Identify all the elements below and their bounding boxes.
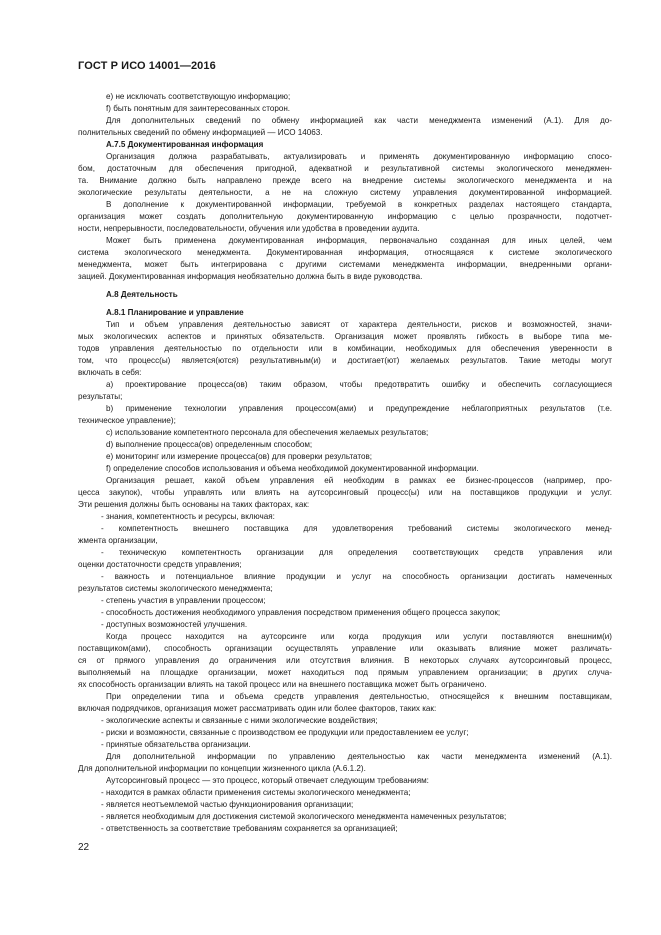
- text-line: та. Внимание должно быть направлено прежде всего на внедрение системы экологического менеджмента и на: [78, 176, 612, 185]
- text-line: поставщиком(ами), способность организации осуществлять управление или оказывать влияние может различать-: [78, 644, 612, 653]
- section-heading: А.8.1 Планирование и управление: [106, 308, 244, 317]
- text-line: f) быть понятным для заинтересованных сторон.: [106, 104, 291, 113]
- text-line: Тип и объем управления деятельностью зависят от характера деятельности, рисков и возможностей, значи-: [106, 320, 612, 329]
- text-line: В дополнение к документированной информации, требуемой в конкретных разделах настоящего стандарта,: [106, 200, 612, 209]
- text-line: экологические результаты деятельности, а не на сложную систему управления документированной информацией.: [78, 188, 612, 197]
- text-line: ся от прямого управления до ограничения или отсутствия влияния. В некоторых случаях аутсорсинговый процесс,: [78, 656, 612, 665]
- text-line: ях способность организации влиять на такой процесс или на внешнего поставщика может быть ограничено.: [78, 680, 487, 689]
- text-line: Для дополнительной информации по концепции жизненного цикла (А.6.1.2).: [78, 764, 366, 773]
- text-line: жмента организации,: [78, 536, 158, 545]
- text-line: Организация решает, какой объем управления ей необходим в рамках ее бизнес-процессов (например, про-: [106, 476, 612, 485]
- text-line: Организация должна разрабатывать, актуализировать и применять документированную информацию спосо-: [106, 152, 612, 161]
- text-line: - является неотъемлемой частью функционирования организации;: [101, 800, 354, 809]
- text-line: Для дополнительной информации по управлению деятельностью как части менеджмента изменений (А.1).: [106, 752, 612, 761]
- document-body: [78, 91, 612, 835]
- text-line: с) использование компетентного персонала для обеспечения желаемых результатов;: [106, 428, 429, 437]
- section-heading: А.8 Деятельность: [106, 290, 178, 299]
- text-line: том, что процесс(ы) является(ются) результативным(и) и достигает(ют) желаемых результатов. Такие методы могут: [78, 356, 612, 365]
- text-line: цесса закупок), чтобы управлять или влиять на аутсорсинговый процесс(ы) или на поставщиков продукции и услуг.: [78, 488, 612, 497]
- text-line: организация может создать дополнительную документированную информацию с целью прозрачности, подотчет-: [78, 212, 612, 221]
- text-line: полнительных сведений по обмену информацией — ИСО 14063.: [78, 128, 323, 137]
- text-line: - риски и возможности, связанные с производством ее продукции или предоставлением ее услуг;: [101, 728, 469, 737]
- page-number: 22: [78, 842, 90, 853]
- text-line: зацией. Документированная информация необязательно должна быть в виде руководства.: [78, 272, 423, 281]
- text-line: Эти решения должны быть основаны на таких факторах, как:: [78, 500, 310, 509]
- text-line: Для дополнительных сведений по обмену информацией как части менеджмента изменений (А.1). Для до-: [106, 116, 612, 125]
- text-line: ности, непрерывности, последовательности, обучения или удобства в проведении аудита.: [78, 224, 420, 233]
- text-line: а) проектирование процесса(ов) таким образом, чтобы предотвратить ошибку и обеспечить согласующиеся: [106, 380, 612, 389]
- text-line: - ответственность за соответствие требованиям сохраняется за организацией;: [101, 824, 398, 833]
- text-line: система экологического менеджмента. Документированная информация, относящаяся к системе экологического: [78, 248, 612, 257]
- section-heading: А.7.5 Документированная информация: [106, 140, 264, 149]
- text-line: - находится в рамках области применения системы экологического менеджмента;: [101, 788, 411, 797]
- text-line: мых экологических аспектов и принятых обязательств. Организация может проявлять гибкость в выборе типа ме-: [78, 332, 612, 341]
- text-line: результатов системы экологического менеджмента;: [78, 584, 273, 593]
- text-line: Может быть применена документированная информация, первоначально созданная для иных целей, чем: [106, 236, 612, 245]
- text-line: - знания, компетентность и ресурсы, включая:: [101, 512, 275, 521]
- text-line: е) не исключать соответствующую информацию;: [106, 92, 291, 101]
- text-line: техническое управление);: [78, 416, 176, 425]
- text-line: выполняемый на площадке организации, может находиться под прямым управлением организации; в других случа-: [78, 668, 612, 677]
- text-line: бом, достаточным для обеспечения пригодной, адекватной и результативной системы экологического менеджмен-: [78, 164, 612, 173]
- text-line: - степень участия в управлении процессом;: [101, 596, 266, 605]
- text-line: b) применение технологии управления процессом(ами) и предупреждение неблагоприятных результатов (т.е.: [106, 404, 612, 413]
- text-line: Аутсорсинговый процесс — это процесс, который отвечает следующим требованиям:: [106, 776, 429, 785]
- text-line: результаты;: [78, 392, 123, 401]
- text-line: тодов управления деятельностью по отдельности или в комбинации, необходимых для обеспечения уверенности в: [78, 344, 612, 353]
- text-line: - способность достижения необходимого управления посредством применения общего процесса закупок;: [101, 608, 501, 617]
- text-line: менеджмента, может быть интегрирована с другими системами менеджмента информации, внедренными органи-: [78, 260, 612, 269]
- text-line: оценки достаточности средств управления;: [78, 560, 242, 569]
- text-line: - важность и потенциальное влияние продукции и услуг на способность организации достигать намеченных: [101, 572, 612, 581]
- text-line: включать в себя:: [78, 368, 142, 377]
- document-header: ГОСТ Р ИСО 14001—2016: [78, 60, 216, 72]
- text-line: d) выполнение процесса(ов) определенным способом;: [106, 440, 313, 449]
- text-line: е) мониторинг или измерение процесса(ов) для проверки результатов;: [106, 452, 373, 461]
- text-line: f) определение способов использования и объема необходимой документированной информации.: [106, 464, 479, 473]
- text-line: - доступных возможностей улучшения.: [101, 620, 248, 629]
- text-line: Когда процесс находится на аутсорсинге или когда продукция или услуги поставляются внешним(и): [106, 632, 612, 641]
- text-line: - компетентность внешнего поставщика для удовлетворения требований системы экологического менед-: [101, 524, 612, 533]
- text-line: - экологические аспекты и связанные с ними экологические воздействия;: [101, 716, 378, 725]
- text-line: - техническую компетентность организации для определения соответствующих средств управления или: [101, 548, 612, 557]
- text-line: - является необходимым для достижения системой экологического менеджмента намеченных результатов;: [101, 812, 507, 821]
- text-line: - принятые обязательства организации.: [101, 740, 251, 749]
- text-line: включая подрядчиков, организация может рассматривать один или более факторов, таких как:: [78, 704, 437, 713]
- text-line: При определении типа и объема средств управления деятельностью, относящейся к внешним поставщикам,: [106, 692, 612, 701]
